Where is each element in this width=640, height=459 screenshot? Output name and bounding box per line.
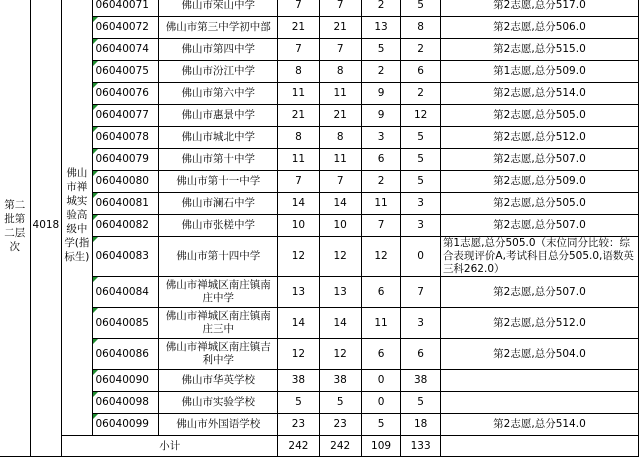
subtotal-label: 小计 (62, 436, 278, 457)
admitted-cell: 7 (361, 215, 401, 237)
admitted-cell: 9 (361, 105, 401, 127)
junior-school-code: 06040084 (92, 277, 159, 308)
junior-school-name: 佛山市第六中学 (159, 83, 278, 105)
junior-school-code: 06040081 (92, 193, 159, 215)
remaining-cell: 2 (401, 39, 441, 61)
remaining-cell: 5 (401, 127, 441, 149)
remaining-cell: 3 (401, 215, 441, 237)
admitted-cell: 2 (361, 171, 401, 193)
table-row (0, 0, 639, 17)
table-row (0, 171, 639, 193)
quota-cell: 38 (278, 370, 319, 392)
table-row (0, 370, 639, 392)
junior-school-code: 06040079 (92, 149, 159, 171)
cutoff-note-cell: 第2志愿,总分504.0 (440, 339, 638, 370)
junior-school-code: 06040078 (92, 127, 159, 149)
subtotal-note (440, 436, 638, 457)
quota-cell: 7 (278, 0, 319, 17)
plan-cell: 10 (319, 215, 361, 237)
plan-cell: 12 (319, 237, 361, 277)
cutoff-note-cell: 第2志愿,总分506.0 (440, 17, 638, 39)
remaining-cell: 5 (401, 171, 441, 193)
junior-school-code: 06040075 (92, 61, 159, 83)
plan-cell: 11 (319, 149, 361, 171)
subtotal-c: 109 (361, 436, 401, 457)
junior-school-name: 佛山市荣山中学 (159, 0, 278, 17)
admitted-cell: 0 (361, 370, 401, 392)
junior-school-name: 佛山市汾江中学 (159, 61, 278, 83)
admitted-cell: 2 (361, 61, 401, 83)
admitted-cell: 11 (361, 193, 401, 215)
junior-school-name: 佛山市华英学校 (159, 370, 278, 392)
junior-school-code: 06040074 (92, 39, 159, 61)
quota-cell: 7 (278, 39, 319, 61)
plan-cell: 8 (319, 61, 361, 83)
remaining-cell: 7 (401, 277, 441, 308)
remaining-cell: 38 (401, 370, 441, 392)
junior-school-name: 佛山市禅城区南庄镇南庄中学 (159, 277, 278, 308)
remaining-cell: 2 (401, 83, 441, 105)
junior-school-name: 佛山市惠景中学 (159, 105, 278, 127)
batch-cell: 第二批第二层次 (0, 0, 30, 457)
admitted-cell: 13 (361, 17, 401, 39)
cutoff-note-cell: 第1志愿,总分505.0（末位同分比较：综合表现评价A,考试科目总分505.0,语数英三科262.0） (440, 237, 638, 277)
junior-school-name: 佛山市第十一中学 (159, 171, 278, 193)
junior-school-code: 06040071 (92, 0, 159, 17)
quota-cell: 14 (278, 193, 319, 215)
junior-school-code: 06040099 (92, 414, 159, 436)
admitted-cell: 12 (361, 237, 401, 277)
remaining-cell: 5 (401, 392, 441, 414)
plan-cell: 11 (319, 83, 361, 105)
remaining-cell: 18 (401, 414, 441, 436)
remaining-cell: 3 (401, 308, 441, 339)
subtotal-d: 133 (401, 436, 441, 457)
junior-school-name: 佛山市城北中学 (159, 127, 278, 149)
quota-cell: 7 (278, 171, 319, 193)
subtotal-b: 242 (319, 436, 361, 457)
school-name-cell: 佛山市禅城实验高级中学(指标生) (62, 0, 92, 436)
admitted-cell: 0 (361, 392, 401, 414)
junior-school-name: 佛山市外国语学校 (159, 414, 278, 436)
admitted-cell: 9 (361, 83, 401, 105)
subtotal-a: 242 (278, 436, 319, 457)
junior-school-name: 佛山市第四中学 (159, 39, 278, 61)
remaining-cell: 12 (401, 105, 441, 127)
remaining-cell: 3 (401, 193, 441, 215)
junior-school-name: 佛山市第三中学初中部 (159, 17, 278, 39)
admitted-cell: 6 (361, 277, 401, 308)
cutoff-note-cell: 第2志愿,总分514.0 (440, 83, 638, 105)
junior-school-code: 06040080 (92, 171, 159, 193)
cutoff-note-cell (440, 370, 638, 392)
junior-school-name: 佛山市禅城区南庄镇吉利中学 (159, 339, 278, 370)
admitted-cell: 3 (361, 127, 401, 149)
quota-cell: 10 (278, 215, 319, 237)
cutoff-note-cell: 第2志愿,总分507.0 (440, 215, 638, 237)
plan-cell: 14 (319, 308, 361, 339)
table-row (0, 308, 639, 339)
table-row (0, 83, 639, 105)
junior-school-name: 佛山市第十四中学 (159, 237, 278, 277)
cutoff-note-cell: 第1志愿,总分509.0 (440, 61, 638, 83)
plan-cell: 23 (319, 414, 361, 436)
cutoff-note-cell: 第2志愿,总分514.0 (440, 414, 638, 436)
junior-school-code: 06040076 (92, 83, 159, 105)
quota-cell: 12 (278, 237, 319, 277)
remaining-cell: 8 (401, 17, 441, 39)
admitted-cell: 6 (361, 339, 401, 370)
cutoff-note-cell: 第2志愿,总分515.0 (440, 39, 638, 61)
quota-cell: 21 (278, 105, 319, 127)
quota-cell: 13 (278, 277, 319, 308)
table-row (0, 39, 639, 61)
plan-cell: 21 (319, 105, 361, 127)
plan-cell: 7 (319, 39, 361, 61)
junior-school-code: 06040086 (92, 339, 159, 370)
table-row (0, 339, 639, 370)
admitted-cell: 5 (361, 414, 401, 436)
quota-cell: 8 (278, 127, 319, 149)
plan-cell: 38 (319, 370, 361, 392)
junior-school-name: 佛山市第十中学 (159, 149, 278, 171)
cutoff-note-cell: 第2志愿,总分505.0 (440, 105, 638, 127)
junior-school-code: 06040083 (92, 237, 159, 277)
admitted-cell: 2 (361, 0, 401, 17)
junior-school-name: 佛山市禅城区南庄镇南庄三中 (159, 308, 278, 339)
table-row (0, 277, 639, 308)
plan-cell: 13 (319, 277, 361, 308)
plan-cell: 8 (319, 127, 361, 149)
table-row (0, 237, 639, 277)
table-row (0, 215, 639, 237)
plan-cell: 14 (319, 193, 361, 215)
remaining-cell: 5 (401, 149, 441, 171)
remaining-cell: 5 (401, 0, 441, 17)
quota-cell: 11 (278, 83, 319, 105)
cutoff-note-cell (440, 392, 638, 414)
table-row (0, 392, 639, 414)
table-row (0, 193, 639, 215)
quota-cell: 23 (278, 414, 319, 436)
junior-school-code: 06040085 (92, 308, 159, 339)
cutoff-note-cell: 第2志愿,总分507.0 (440, 149, 638, 171)
remaining-cell: 0 (401, 237, 441, 277)
table-row (0, 414, 639, 436)
junior-school-code: 06040077 (92, 105, 159, 127)
cutoff-note-cell: 第2志愿,总分507.0 (440, 277, 638, 308)
remaining-cell: 6 (401, 61, 441, 83)
cutoff-note-cell: 第2志愿,总分517.0 (440, 0, 638, 17)
admitted-cell: 6 (361, 149, 401, 171)
plan-cell: 7 (319, 171, 361, 193)
school-code-cell: 4018 (30, 0, 62, 457)
cutoff-note-cell: 第2志愿,总分509.0 (440, 171, 638, 193)
quota-cell: 11 (278, 149, 319, 171)
cutoff-note-cell: 第2志愿,总分512.0 (440, 308, 638, 339)
quota-cell: 14 (278, 308, 319, 339)
table-row (0, 17, 639, 39)
table-row (0, 149, 639, 171)
table-row (0, 61, 639, 83)
quota-cell: 12 (278, 339, 319, 370)
admitted-cell: 5 (361, 39, 401, 61)
plan-cell: 12 (319, 339, 361, 370)
quota-cell: 21 (278, 17, 319, 39)
junior-school-name: 佛山市实验学校 (159, 392, 278, 414)
table-row (0, 105, 639, 127)
quota-cell: 8 (278, 61, 319, 83)
remaining-cell: 6 (401, 339, 441, 370)
plan-cell: 5 (319, 392, 361, 414)
quota-cell: 5 (278, 392, 319, 414)
junior-school-code: 06040098 (92, 392, 159, 414)
junior-school-name: 佛山市澜石中学 (159, 193, 278, 215)
cutoff-note-cell: 第2志愿,总分505.0 (440, 193, 638, 215)
junior-school-name: 佛山市张槎中学 (159, 215, 278, 237)
junior-school-code: 06040090 (92, 370, 159, 392)
junior-school-code: 06040082 (92, 215, 159, 237)
table-row (0, 127, 639, 149)
junior-school-code: 06040072 (92, 17, 159, 39)
admitted-cell: 11 (361, 308, 401, 339)
plan-cell: 21 (319, 17, 361, 39)
cutoff-note-cell: 第2志愿,总分512.0 (440, 127, 638, 149)
plan-cell: 7 (319, 0, 361, 17)
subtotal-row (0, 436, 639, 457)
